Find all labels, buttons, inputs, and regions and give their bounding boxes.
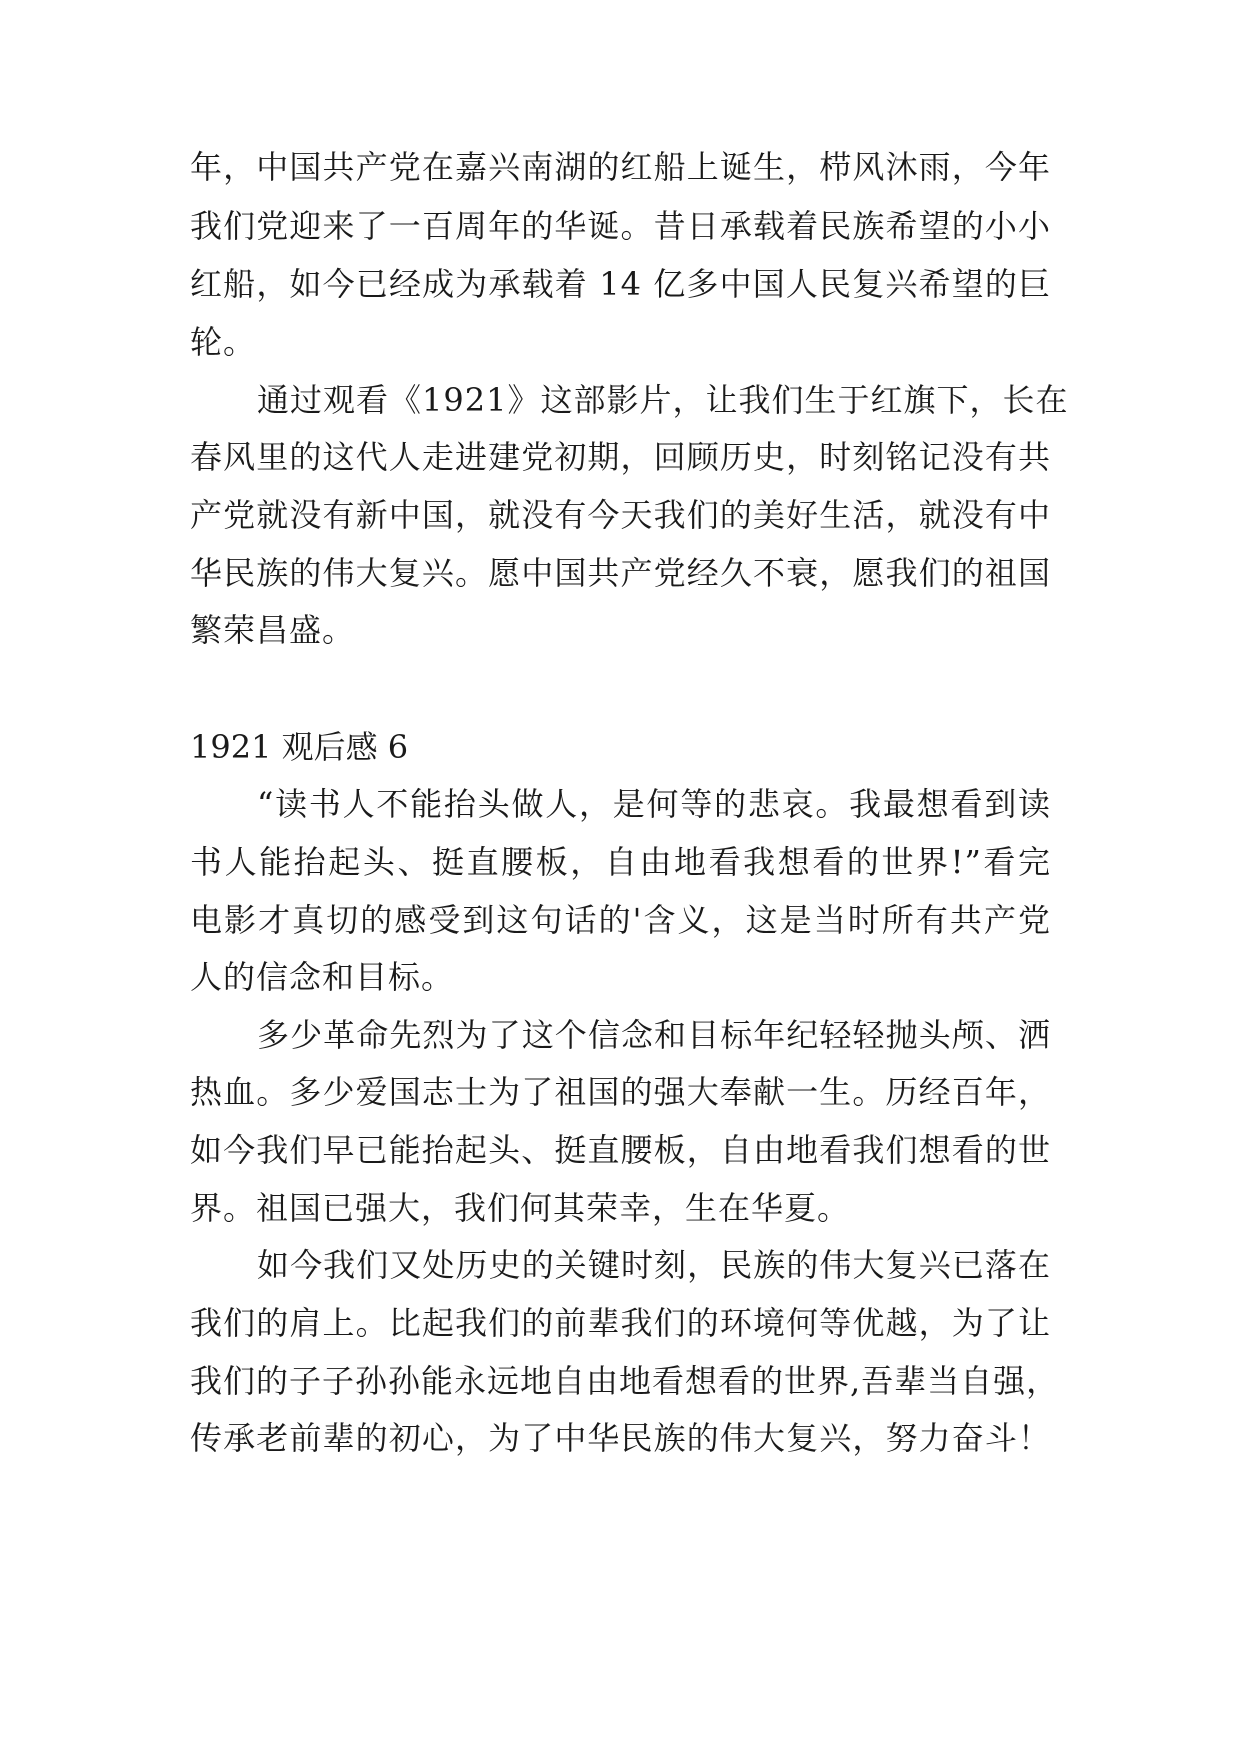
paragraph-line: 如今我们又处历史的关键时刻，民族的伟大复兴已落在 [257,1246,1051,1284]
paragraph-line: 人的信念和目标。 [190,958,455,996]
paragraph-line: 电影才真切的感受到这句话的'含义，这是当时所有共产党 [190,901,1051,939]
paragraph-line: 繁荣昌盛。 [190,611,356,649]
paragraph-line: 通过观看《1921》这部影片，让我们生于红旗下，长在 [257,381,1069,419]
paragraph-line: 我们的肩上。比起我们的前辈我们的环境何等优越，为了让 [190,1304,1051,1342]
paragraph-line: 书人能抬起头、挺直腰板，自由地看我想看的世界!”看完 [190,843,1051,881]
paragraph-line: 轮。 [190,323,257,361]
paragraph-line: 红船，如今已经成为承载着 14 亿多中国人民复兴希望的巨 [190,265,1051,303]
paragraph-line: 我们党迎来了一百周年的华诞。昔日承载着民族希望的小小 [190,207,1051,245]
paragraph-line: 界。祖国已强大，我们何其荣幸，生在华夏。 [190,1189,851,1227]
paragraph-line: 年，中国共产党在嘉兴南湖的红船上诞生，栉风沐雨，今年 [190,148,1051,186]
section-heading: 1921 观后感 6 [190,728,409,766]
paragraph-line: 我们的子子孙孙能永远地自由地看想看的世界,吾辈当自强， [190,1362,1060,1400]
paragraph-line: 传承老前辈的初心，为了中华民族的伟大复兴，努力奋斗！ [190,1419,1051,1457]
paragraph-line: 华民族的伟大复兴。愿中国共产党经久不衰，愿我们的祖国 [190,554,1051,592]
paragraph-line: 春风里的这代人走进建党初期，回顾历史，时刻铭记没有共 [190,438,1051,476]
paragraph-line: 产党就没有新中国，就没有今天我们的美好生活，就没有中 [190,496,1051,534]
paragraph-line: “读书人不能抬头做人，是何等的悲哀。我最想看到读 [257,785,1051,823]
paragraph-line: 如今我们早已能抬起头、挺直腰板，自由地看我们想看的世 [190,1131,1051,1169]
paragraph-line: 多少革命先烈为了这个信念和目标年纪轻轻抛头颅、洒 [257,1016,1051,1054]
paragraph-line: 热血。多少爱国志士为了祖国的强大奉献一生。历经百年， [190,1073,1051,1111]
